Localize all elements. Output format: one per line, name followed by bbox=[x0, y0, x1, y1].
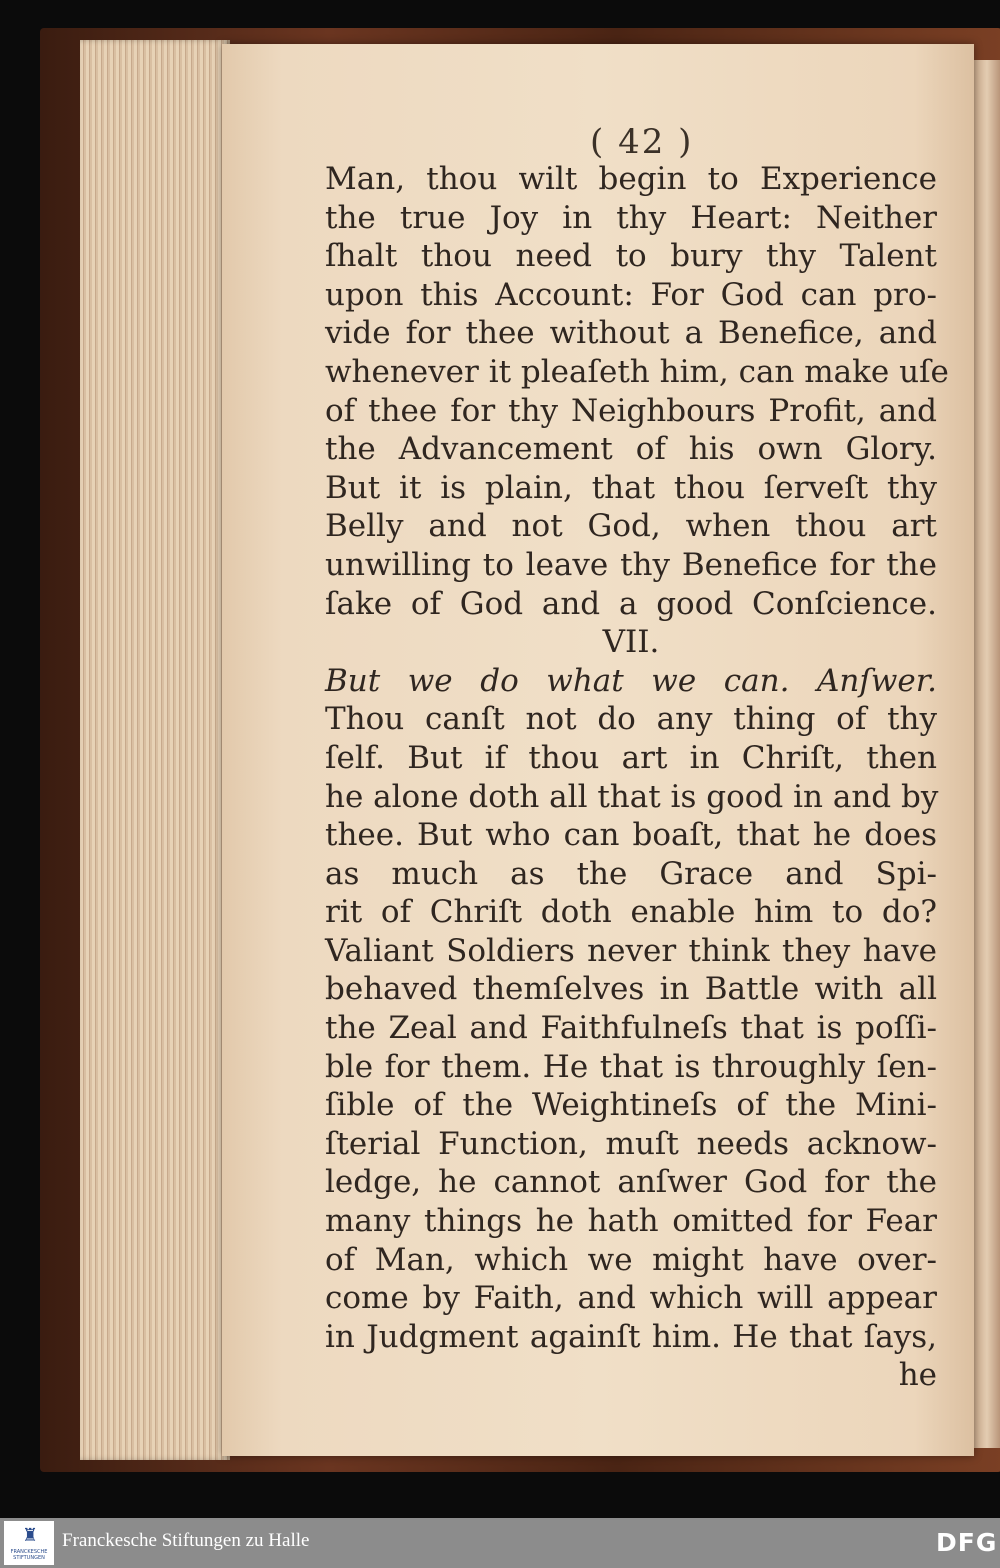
text-line: ſhalt thou need to bury thy Talent bbox=[325, 238, 937, 275]
text-line: unwilling to leave thy Benefice for the bbox=[325, 546, 937, 583]
institution-name[interactable]: Franckesche Stiftungen zu Halle bbox=[62, 1530, 310, 1551]
text-line: ſible of the Weightineſs of the Mini- bbox=[325, 1087, 937, 1124]
page-text bbox=[325, 160, 949, 1395]
text-line: as much as the Grace and Spi- bbox=[325, 855, 937, 892]
text-line: in Judgment againſt him. He that ſays, bbox=[325, 1318, 937, 1355]
italic-question: But we do what we can. bbox=[325, 662, 790, 699]
text-line: vide for thee without a Benefice, and bbox=[325, 315, 937, 352]
text-line: ſake of God and a good Conſcience. bbox=[325, 585, 937, 622]
right-page-edge bbox=[974, 60, 1000, 1448]
text-line: behaved themſelves in Battle with all bbox=[325, 971, 937, 1008]
text-line: ſelf. But if thou art in Chriſt, then bbox=[325, 739, 937, 776]
text-line: Thou canſt not do any thing of thy bbox=[325, 701, 937, 738]
text-line: upon this Account: For God can pro- bbox=[325, 276, 937, 313]
text-line: come by Faith, and which will appear bbox=[325, 1280, 937, 1317]
page-edges bbox=[80, 40, 230, 1460]
logo-text: FRANCKESCHE STIFTUNGEN bbox=[10, 1549, 48, 1561]
text-line: Belly and not God, when thou art bbox=[325, 508, 937, 545]
text-line: Man, thou wilt begin to Experience bbox=[325, 161, 937, 197]
viewer-footer bbox=[0, 1518, 1000, 1568]
institution-logo[interactable] bbox=[4, 1521, 54, 1565]
page-number: ( 42 ) bbox=[590, 122, 694, 162]
text-line: ble for them. He that is throughly ſen- bbox=[325, 1048, 937, 1085]
building-icon: ♜ bbox=[22, 1525, 39, 1546]
text-line: whenever it pleaſeth him, can make uſe bbox=[325, 353, 949, 390]
text-line: many things he hath omitted for Fear bbox=[325, 1203, 937, 1240]
text-line: he alone doth all that is good in and by bbox=[325, 778, 939, 815]
dfg-logo[interactable]: DFG bbox=[936, 1528, 998, 1557]
text-line: rit of Chriſt doth enable him to do? bbox=[325, 894, 937, 931]
text-line: But it is plain, that thou ſerveſt thy bbox=[325, 469, 937, 506]
text-line: of thee for thy Neighbours Profit, and bbox=[325, 392, 937, 429]
text-line: ledge, he cannot anſwer God for the bbox=[325, 1164, 937, 1201]
text-line: the Advancement of his own Glory. bbox=[325, 431, 937, 468]
question-line bbox=[325, 662, 937, 701]
text-line: thee. But who can boaſt, that he does bbox=[325, 817, 937, 854]
catchword: he bbox=[898, 1357, 937, 1394]
answer-label: Anſwer. bbox=[817, 662, 937, 699]
text-line: of Man, which we might have over- bbox=[325, 1241, 937, 1278]
section-heading: VII. bbox=[602, 624, 660, 661]
text-line: ſterial Function, muſt needs acknow- bbox=[325, 1125, 937, 1162]
text-line: the Zeal and Faithfulneſs that is poſſi- bbox=[325, 1010, 937, 1047]
text-line: the true Joy in thy Heart: Neither bbox=[325, 199, 937, 236]
text-line: Valiant Soldiers never think they have bbox=[325, 932, 937, 969]
